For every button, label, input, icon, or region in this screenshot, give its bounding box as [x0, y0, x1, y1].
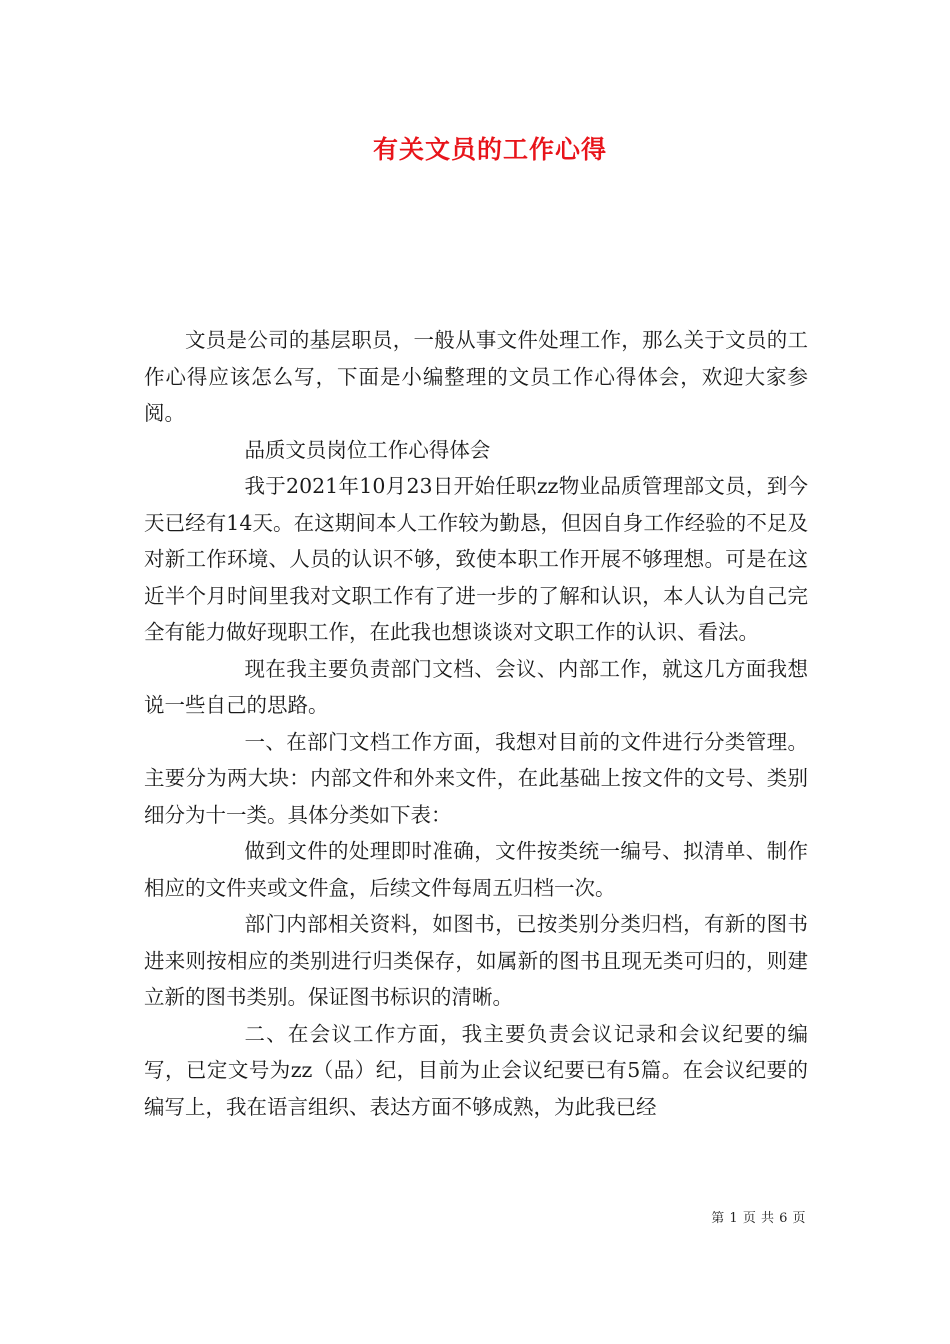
paragraph: 现在我主要负责部门文档、会议、内部工作，就这几方面我想说一些自己的思路。: [144, 656, 808, 717]
paragraph: 做到文件的处理即时准确，文件按类统一编号、拟清单、制作相应的文件夹或文件盒，后续文件每周五归档一次。: [144, 839, 808, 900]
paragraph: 一、在部门文档工作方面，我想对目前的文件进行分类管理。主要分为两大块：内部文件和外来文件，在此基础上按文件的文号、类别细分为十一类。具体分类如下表：: [144, 729, 808, 827]
document-title: 有关文员的工作心得: [372, 135, 607, 164]
document-body: [144, 322, 808, 1125]
section-heading: 品质文员岗位工作心得体会: [244, 437, 491, 462]
paragraph: 我于2021年10月23日开始任职zz物业品质管理部文员，到今天已经有14天。在这期间本人工作较为勤恳，但因自身工作经验的不足及对新工作环境、人员的认识不够，致使本职工作开展不够理想。可是在这近半个月时间里我对文职工作有了进一步的了解和认识，本人认为自己完全有能力做好现职工作，在此我也想谈谈对文职工作的认识、看法。: [144, 474, 808, 644]
paragraph-intro: 文员是公司的基层职员，一般从事文件处理工作，那么关于文员的工作心得应该怎么写，下面是小编整理的文员工作心得体会，欢迎大家参阅。: [144, 328, 808, 425]
page-number: 第 1 页 共 6 页: [711, 1211, 806, 1226]
paragraph: 二、在会议工作方面，我主要负责会议记录和会议纪要的编写，已定文号为zz（品）纪，目前为止会议纪要已有5篇。在会议纪要的编写上，我在语言组织、表达方面不够成熟，为此我已经: [144, 1021, 808, 1119]
paragraph: 部门内部相关资料，如图书，已按类别分类归档，有新的图书进来则按相应的类别进行归类保存，如属新的图书且现无类可归的，则建立新的图书类别。保证图书标识的清晰。: [144, 912, 808, 1009]
